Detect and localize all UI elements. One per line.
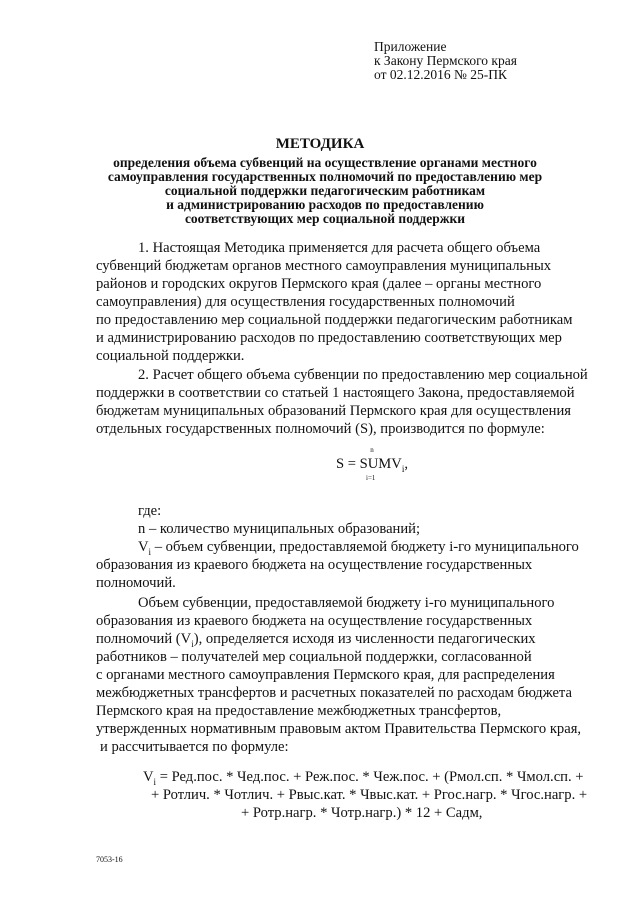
p3-text: ), определяется исходя из численности педагогических [193, 631, 536, 647]
subtitle-line: и администрированию расходов по предоставлению [166, 197, 484, 212]
p3-subscript: i [191, 638, 194, 649]
appendix-line-3: от 02.12.2016 № 25-ПК [374, 67, 507, 82]
p2-line: 2. Расчет общего объема субвенции по предоставлению мер социальной [138, 367, 588, 383]
p1-line: субвенций бюджетам органов местного самоуправления муниципальных [96, 258, 552, 274]
p1-line: самоуправления) для осуществления государственных полномочий [96, 294, 515, 310]
p2-line: бюджетам муниципальных образований Пермского края для осуществления [96, 403, 571, 419]
sum-formula-subscript: i [401, 463, 405, 474]
def-v-text: – объем субвенции, предоставляемой бюджету i-го муниципального [151, 539, 579, 555]
subtitle-line: социальной поддержки педагогическим работникам [164, 183, 486, 198]
p1-line: по предоставлению мер социальной поддержки педагогическим работникам [96, 312, 573, 328]
p1-line: и администрированию расходов по предоставлению соответствующих мер [96, 330, 562, 346]
p3-line: межбюджетных трансфертов и расчетных показателей по расходам бюджета [96, 685, 572, 701]
p3-line: образования из краевого бюджета на осуществление государственных [96, 613, 533, 629]
sum-formula-tail: , [404, 456, 408, 472]
sum-upper-limit: n [370, 446, 374, 454]
p3-line: Пермского края на предоставление межбюджетных трансфертов, [96, 703, 502, 719]
where-label: где: [138, 503, 162, 519]
p3-line: утвержденных нормативным правовым актом Правительства Пермского края, [96, 721, 582, 737]
p1-line: социальной поддержки. [96, 348, 245, 364]
p3-line: работников – получателей мер социальной поддержки, согласованной [96, 649, 532, 665]
vi-formula-line: + Ротр.нагр. * Чотр.нагр.) * 12 + Садм, [241, 805, 483, 821]
def-n: n – количество муниципальных образований; [138, 521, 421, 537]
document-title: МЕТОДИКА [275, 136, 365, 152]
p2-line: отдельных государственных полномочий (S), производится по формуле: [96, 421, 545, 437]
vi-formula-line: + Ротлич. * Чотлич. + Рвыс.кат. * Чвыс.кат. + Ргос.нагр. * Чгос.нагр. + [151, 787, 588, 803]
appendix-line-1: Приложение [374, 39, 447, 54]
p3-line: Объем субвенции, предоставляемой бюджету i-го муниципального [138, 595, 555, 611]
p3-text: полномочий (V [96, 631, 192, 647]
subtitle-line: самоуправления государственных полномочий по предоставлению мер [107, 169, 543, 184]
appendix-header [374, 40, 517, 82]
def-v-subscript: i [148, 546, 152, 557]
p1-line: районов и городских округов Пермского края (далее – органы местного [96, 276, 542, 292]
p1-line: 1. Настоящая Методика применяется для расчета общего объема [138, 240, 541, 256]
sum-lower-limit: i=1 [366, 474, 376, 482]
sum-formula-main: S = SUMV [336, 456, 402, 472]
def-v-line: полномочий. [96, 575, 176, 591]
vi-symbol: V [143, 769, 154, 785]
subtitle-line: соответствующих мер социальной поддержки [184, 211, 466, 226]
p2-line: поддержки в соответствии со статьей 1 настоящего Закона, предоставляемой [96, 385, 575, 401]
p3-line: с органами местного самоуправления Пермского края, для распределения [96, 667, 555, 683]
def-v-symbol: V [138, 539, 149, 555]
document-code: 7053-16 [96, 855, 123, 864]
vi-formula-text: = Ред.пос. * Чед.пос. + Реж.пос. * Чеж.пос. + (Рмол.сп. * Чмол.сп. + [156, 769, 584, 785]
def-v-line: образования из краевого бюджета на осуществление государственных [96, 557, 533, 573]
vi-subscript: i [153, 776, 157, 787]
appendix-line-2: к Закону Пермского края [374, 53, 517, 68]
document-subtitle [100, 156, 550, 226]
p3-line: и рассчитывается по формуле: [100, 739, 289, 755]
subtitle-line: определения объема субвенций на осуществление органами местного [113, 155, 537, 170]
